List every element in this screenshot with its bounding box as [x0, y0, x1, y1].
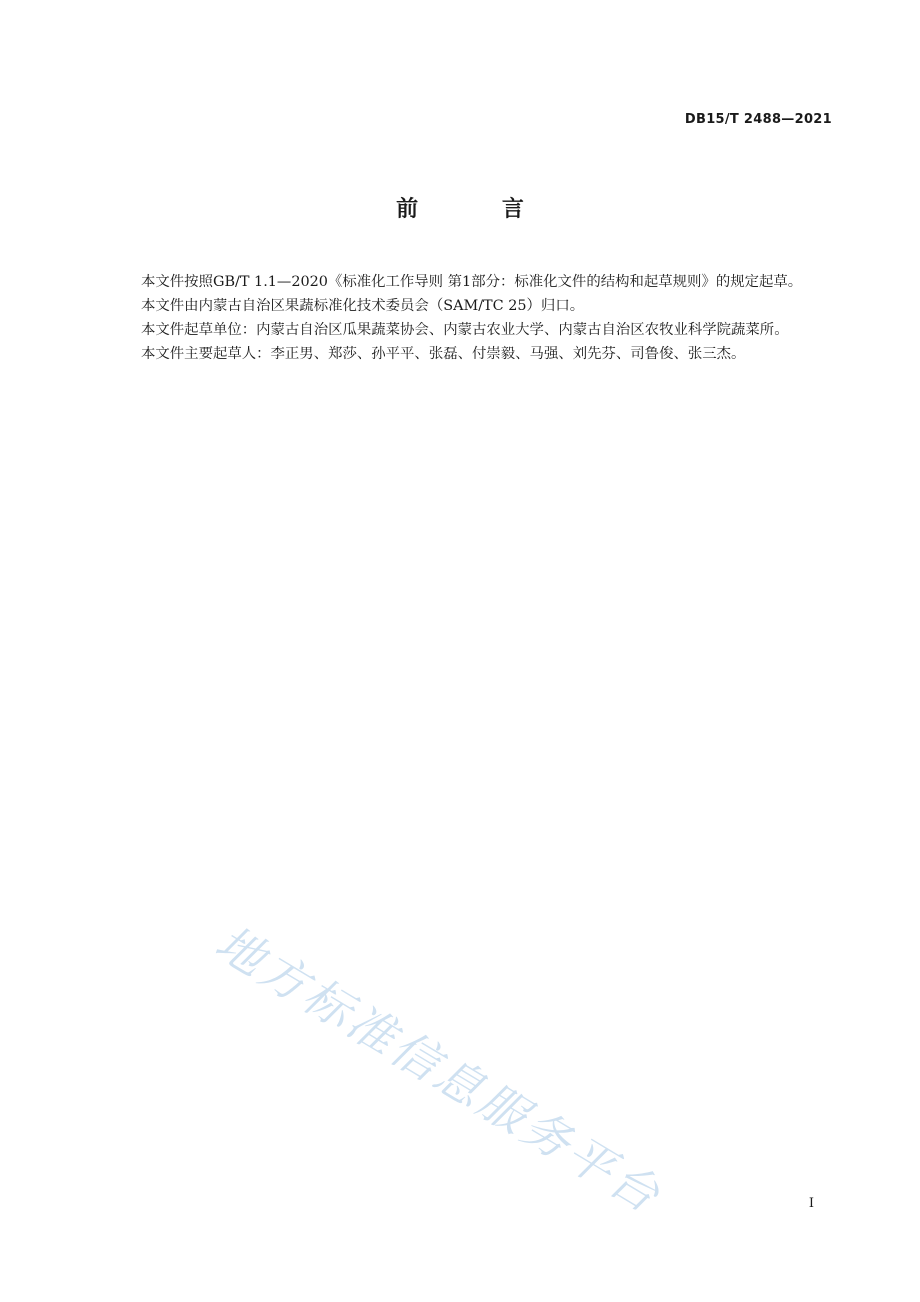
paragraph-drafting-units: 本文件起草单位：内蒙古自治区瓜果蔬菜协会、内蒙古农业大学、内蒙古自治区农牧业科学院蔬菜所。 — [141, 322, 789, 338]
page-title: 前 言 — [396, 197, 562, 222]
paragraph-committee: 本文件由内蒙古自治区果蔬标准化技术委员会（SAM/TC 25）归口。 — [141, 298, 585, 314]
page-number: I — [808, 1196, 814, 1211]
paragraph-drafting-rules: 本文件按照GB/T 1.1—2020《标准化工作导则 第1部分：标准化文件的结构和起草规则》的规定起草。 — [141, 274, 803, 290]
watermark: 地方标准信息服务平台 — [205, 915, 672, 1226]
paragraph-drafters: 本文件主要起草人：李正男、郑莎、孙平平、张磊、付崇毅、马强、刘先芬、司鲁俊、张三杰。 — [141, 346, 746, 362]
document-code: DB15/T 2488—2021 — [684, 112, 832, 127]
preface-body — [111, 270, 833, 366]
